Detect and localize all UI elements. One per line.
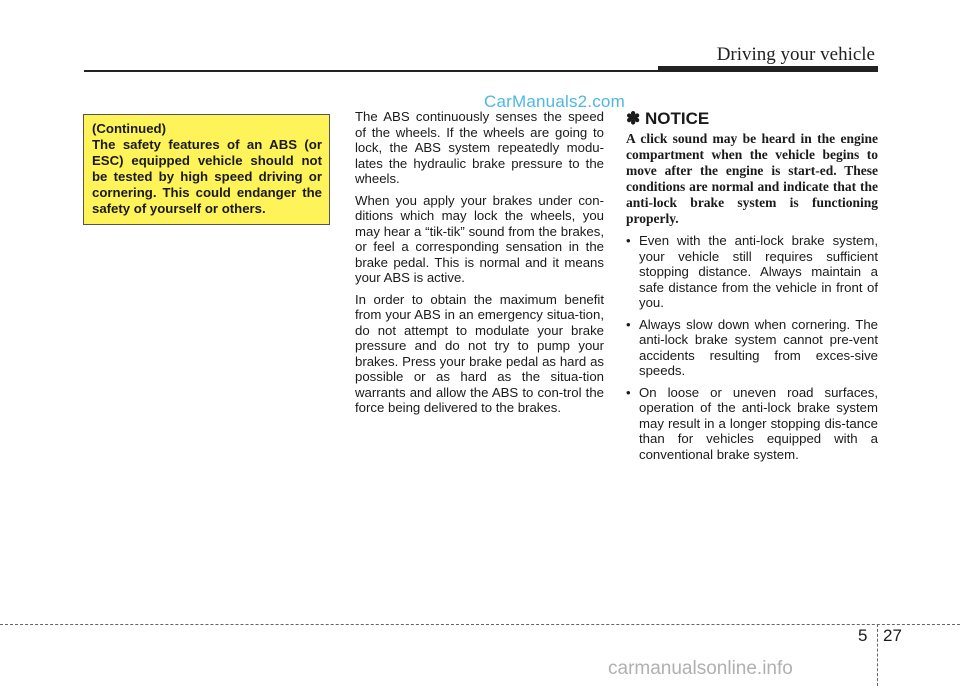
caution-heading: (Continued) [92,121,166,136]
notice-heading: ✽ NOTICE [626,109,710,128]
list-item-text: Even with the anti-lock brake system, your vehicle still requires sufficient stopping distance. Always maintain a safe distance from the vehicle in front of you. [639,233,878,310]
notice-list [626,233,878,462]
paragraph: When you apply your brakes under con-ditions which may lock the wheels, you may hear a “tik-tik” sound from the brakes, or feel a corresponding sensation in the brake pedal. This is normal and it means your ABS is active. [355,192,604,285]
header-rule [84,70,660,72]
page-number: 27 [883,626,902,645]
section-number: 5 [858,626,868,645]
caution-body: The safety features of an ABS (or ESC) equipped vehicle should not be tested by high speed driving or cornering. This could endanger the safety of yourself or others. [92,137,322,216]
notice-section [626,109,878,468]
list-item [626,385,878,463]
list-item-text: On loose or uneven road surfaces, operation of the anti-lock brake system may result in a longer stopping dis-tance than for vehicles equipped with a conventional brake system. [639,384,878,462]
bullet-icon: • [626,233,631,248]
header-rule-accent [658,66,878,72]
abs-description [355,109,604,422]
list-item-text: Always slow down when cornering. The anti-lock brake system cannot pre-vent accidents resulting from exces-sive speeds. [639,316,878,378]
bullet-icon: • [626,316,631,332]
paragraph: In order to obtain the maximum benefit from your ABS in an emergency situa-tion, do not attempt to modulate your brake pressure and do not try to pump your brakes. Press your brake pedal as hard as possible or as hard as the situa-tion warrants and allow the ABS to con-trol the force being delivered to the brakes. [355,291,604,415]
notice-intro: A click sound may be heard in the engine compartment when the vehicle begins to move after the engine is start-ed. These conditions are normal and indicate that the anti-lock brake system is functioning properly. [626,131,878,226]
footer-rule [0,624,960,625]
section-title: Driving your vehicle [716,44,875,65]
list-item [626,233,878,311]
bullet-icon: • [626,384,631,400]
page-number-divider [877,624,878,686]
caution-box [83,114,330,225]
watermark-top[interactable]: CarManuals2.com [484,92,625,111]
paragraph: The ABS continuously senses the speed of the wheels. If the wheels are going to lock, the ABS system repeatedly modu-lates the hydraulic brake pressure to the wheels. [355,109,604,186]
list-item [626,317,878,379]
watermark-bottom[interactable]: carmanualsonline.info [608,658,793,679]
